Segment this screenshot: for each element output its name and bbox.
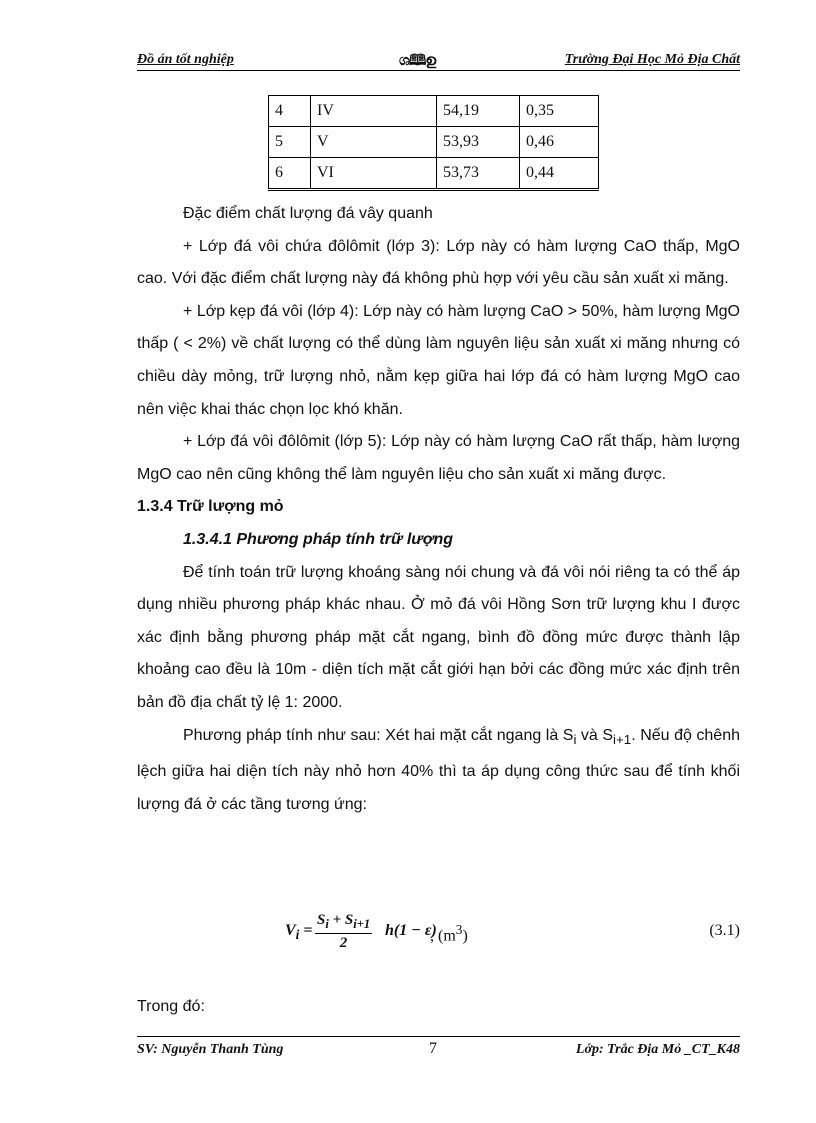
table-cell: 4 — [269, 96, 311, 127]
section-heading-1-3-4: 1.3.4 Trữ lượng mỏ — [137, 498, 284, 516]
paragraph-layer-4: + Lớp kẹp đá vôi (lớp 4): Lớp này có hàm lượng CaO > 50%, hàm lượng MgO thấp ( < 2%) về chất lượng có thể dùng làm nguyên liệu sản xuất xi măng nhưng có chiều dày mỏng, trữ lượng nhỏ, nằm kẹp giữa hai lớp đá có hàm lượng MgO cao nên việc khai thác chọn lọc khó khăn. — [137, 302, 740, 418]
table-row — [269, 158, 599, 190]
footer-class-name: Lớp: Trắc Địa Mỏ _CT_K48 — [575, 1042, 740, 1057]
table-cell: 6 — [269, 158, 311, 190]
formula-factor: h(1 − ε) — [385, 922, 437, 939]
formula-number: (3.1) — [709, 922, 740, 939]
subscript: i+1 — [613, 731, 632, 747]
quality-table — [268, 95, 599, 191]
formula-denominator: 2 — [339, 935, 348, 951]
volume-formula — [285, 912, 740, 956]
paragraph-method-intro: Để tính toán trữ lượng khoáng sàng nói chung và đá vôi nói riêng ta có thể áp dụng nhiều phương pháp khác nhau. Ở mỏ đá vôi Hồng Sơn trữ lượng khu I được xác định bằng phương pháp mặt cắt ngang, bình đồ đồng mức được thành lập khoảng cao đều là 10m - diện tích mặt cắt giới hạn bởi các đồng mức xác định trên bản đồ địa chất tỷ lệ 1: 2000. — [137, 563, 740, 711]
subscript: i — [573, 731, 577, 747]
page-header — [137, 50, 740, 72]
subsection-heading-1-3-4-1: 1.3.4.1 Phương pháp tính trữ lượng — [183, 530, 453, 548]
table-row — [269, 96, 599, 127]
formula-lhs-sub: i — [295, 927, 300, 943]
formula-num-b-sub: i+1 — [353, 917, 371, 931]
where-label: Trong đó: — [137, 998, 205, 1015]
paragraph-layer-3: + Lớp đá vôi chứa đôlômit (lớp 3): Lớp này có hàm lượng CaO thấp, MgO cao. Với đặc điểm chất lượng này đá không phù hợp với yêu cầu sản xuất xi măng. — [137, 237, 740, 288]
text-run: Phương pháp tính như sau: Xét hai mặt cắt ngang là S — [183, 726, 574, 744]
table-cell: 54,19 — [437, 96, 520, 127]
formula-num-a: S — [317, 912, 326, 928]
paragraph-layer-5: + Lớp đá vôi đôlômit (lớp 5): Lớp này có hàm lượng CaO rất thấp, hàm lượng MgO cao nên cũng không thể làm nguyên liệu cho sản xuất xi măng được. — [137, 433, 740, 483]
table-cell: VI — [311, 158, 437, 190]
table-cell: IV — [311, 96, 437, 127]
table-cell: 0,44 — [520, 158, 599, 190]
formula-lhs — [285, 922, 313, 943]
formula-unit-close: ) — [462, 927, 468, 945]
formula-num-plus: + S — [328, 912, 354, 928]
formula-unit-open: , (m — [430, 927, 456, 945]
paragraph-quality-intro: Đặc điểm chất lượng đá vây quanh — [183, 205, 433, 222]
table-cell: 0,46 — [520, 127, 599, 158]
formula-equals: = — [299, 922, 313, 939]
page-footer — [137, 1042, 740, 1064]
formula-fraction — [315, 912, 372, 952]
formula-unit-sup: 3 — [455, 922, 463, 937]
text-run: và S — [576, 726, 614, 744]
formula-unit — [430, 922, 468, 945]
table-cell: 0,35 — [520, 96, 599, 127]
table-cell: V — [311, 127, 437, 158]
header-ornament-icon: ශ🕮ഉ — [399, 53, 436, 69]
formula-numerator — [315, 912, 372, 934]
document-body — [137, 198, 740, 821]
formula-num-a-sub: i — [325, 917, 329, 931]
text-run: . Nếu độ chênh lệch giữa hai diện tích này nhỏ hơn 40% thì ta áp dụng công thức sau để tính khối lượng đá ở các tầng tương ứng: — [137, 726, 740, 813]
table-cell: 5 — [269, 127, 311, 158]
formula-lhs-var: V — [285, 922, 296, 939]
header-left-title: Đồ án tốt nghiệp — [137, 52, 234, 67]
table-row — [269, 127, 599, 158]
page-number: 7 — [429, 1040, 437, 1057]
footer-rule — [137, 1036, 740, 1037]
table-cell: 53,93 — [437, 127, 520, 158]
paragraph-method-formula-intro — [137, 720, 740, 822]
table-cell: 53,73 — [437, 158, 520, 190]
header-right-title: Trường Đại Học Mỏ Địa Chất — [564, 52, 740, 67]
footer-student-name: SV: Nguyễn Thanh Tùng — [137, 1042, 284, 1057]
header-rule — [137, 70, 740, 71]
